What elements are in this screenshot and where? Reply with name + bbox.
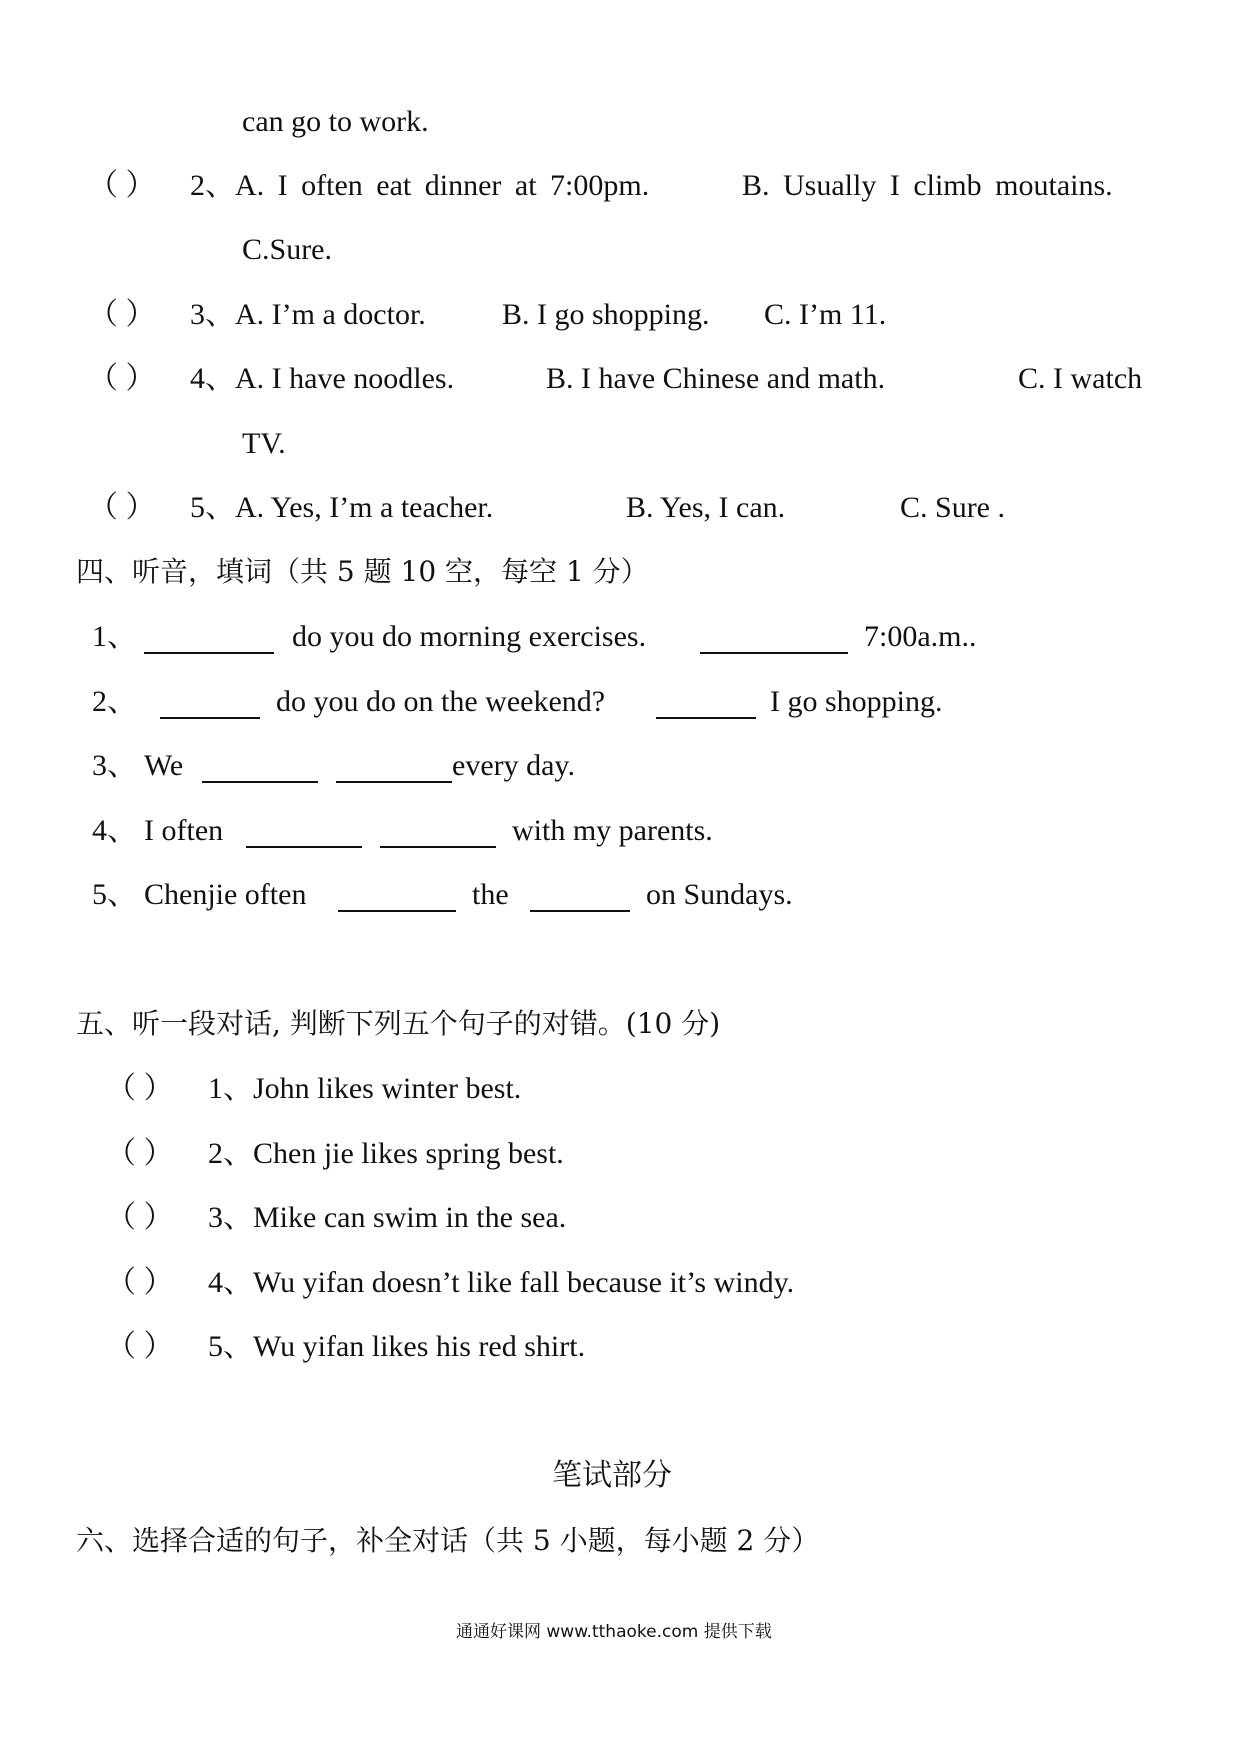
q2-option-b: B. Usually I climb moutains. — [742, 169, 1113, 202]
tf-item-5-paren: （ ） — [106, 1330, 174, 1363]
tf-item-1-paren: （ ） — [106, 1072, 174, 1105]
q2-paren: （ ） — [88, 169, 156, 202]
q4-option-a: 4、A. I have noodles. — [190, 362, 455, 395]
fill-item-3-number: 3、 — [92, 749, 137, 782]
q2-option-a: 2、A. I often eat dinner at 7:00pm. — [190, 169, 650, 202]
section6-title: 六、选择合适的句子，补全对话（共 5 小题，每小题 2 分） — [76, 1524, 820, 1557]
fill-item-1-number: 1、 — [92, 620, 137, 653]
section5-title: 五、听一段对话, 判断下列五个句子的对错。(10 分) — [76, 1007, 721, 1040]
q5-option-c: C. Sure . — [900, 491, 1005, 524]
fill-blank-2b[interactable] — [656, 691, 756, 719]
q2-option-c: C.Sure. — [242, 233, 332, 266]
fill-blank-1b[interactable] — [700, 626, 848, 654]
tf-item-3-text: 3、Mike can swim in the sea. — [208, 1201, 567, 1234]
tf-item-4-text: 4、Wu yifan doesn’t like fall because it’s windy. — [208, 1266, 795, 1299]
q3-option-b: B. I go shopping. — [502, 298, 710, 331]
tf-item-2-paren: （ ） — [106, 1137, 174, 1170]
written-part-title: 笔试部分 — [552, 1458, 672, 1493]
section4-title: 四、听音，填词（共 5 题 10 空，每空 1 分） — [76, 555, 649, 588]
q4-option-c-continuation: TV. — [242, 427, 286, 460]
fill-blank-5a[interactable] — [338, 884, 456, 912]
q5-option-a: 5、A. Yes, I’m a teacher. — [190, 491, 494, 524]
fill-item-1-text-a: do you do morning exercises. — [292, 620, 647, 653]
tf-item-5-text: 5、Wu yifan likes his red shirt. — [208, 1330, 586, 1363]
fill-blank-4a[interactable] — [246, 820, 362, 848]
q5-option-b: B. Yes, I can. — [626, 491, 786, 524]
fill-blank-4b[interactable] — [380, 820, 496, 848]
fill-item-3-text-a: We — [144, 749, 184, 782]
tf-item-2-text: 2、Chen jie likes spring best. — [208, 1137, 564, 1170]
fill-item-5-text-c: on Sundays. — [646, 878, 793, 911]
tf-item-1-text: 1、John likes winter best. — [208, 1072, 522, 1105]
fill-item-2-text-b: I go shopping. — [770, 685, 943, 718]
q3-option-a: 3、A. I’m a doctor. — [190, 298, 426, 331]
fill-item-4-text-b: with my parents. — [512, 814, 713, 847]
fill-item-2-number: 2、 — [92, 685, 137, 718]
tf-item-4-paren: （ ） — [106, 1266, 174, 1299]
q4-option-b: B. I have Chinese and math. — [546, 362, 886, 395]
fill-blank-3b[interactable] — [336, 755, 452, 783]
fill-item-1-text-b: 7:00a.m.. — [864, 620, 977, 653]
fill-item-5-number: 5、 — [92, 878, 137, 911]
fill-blank-3a[interactable] — [202, 755, 318, 783]
fill-blank-1a[interactable] — [144, 626, 274, 654]
tf-item-3-paren: （ ） — [106, 1201, 174, 1234]
fill-blank-2a[interactable] — [160, 691, 260, 719]
fill-item-4-number: 4、 — [92, 814, 137, 847]
page-footer: 通通好课网 www.tthaoke.com 提供下载 — [456, 1622, 772, 1642]
fill-item-2-text-a: do you do on the weekend? — [276, 685, 606, 718]
q4-option-c: C. I watch — [1018, 362, 1143, 395]
fill-blank-5b[interactable] — [530, 884, 630, 912]
q3-paren: （ ） — [88, 298, 156, 331]
fill-item-3-text-b: every day. — [452, 749, 575, 782]
q3-option-c: C. I’m 11. — [764, 298, 887, 331]
q1-continuation: can go to work. — [242, 105, 429, 138]
q4-paren: （ ） — [88, 362, 156, 395]
q5-paren: （ ） — [88, 491, 156, 524]
fill-item-5-text-b: the — [472, 878, 509, 911]
fill-item-5-text-a: Chenjie often — [144, 878, 307, 911]
fill-item-4-text-a: I often — [144, 814, 224, 847]
